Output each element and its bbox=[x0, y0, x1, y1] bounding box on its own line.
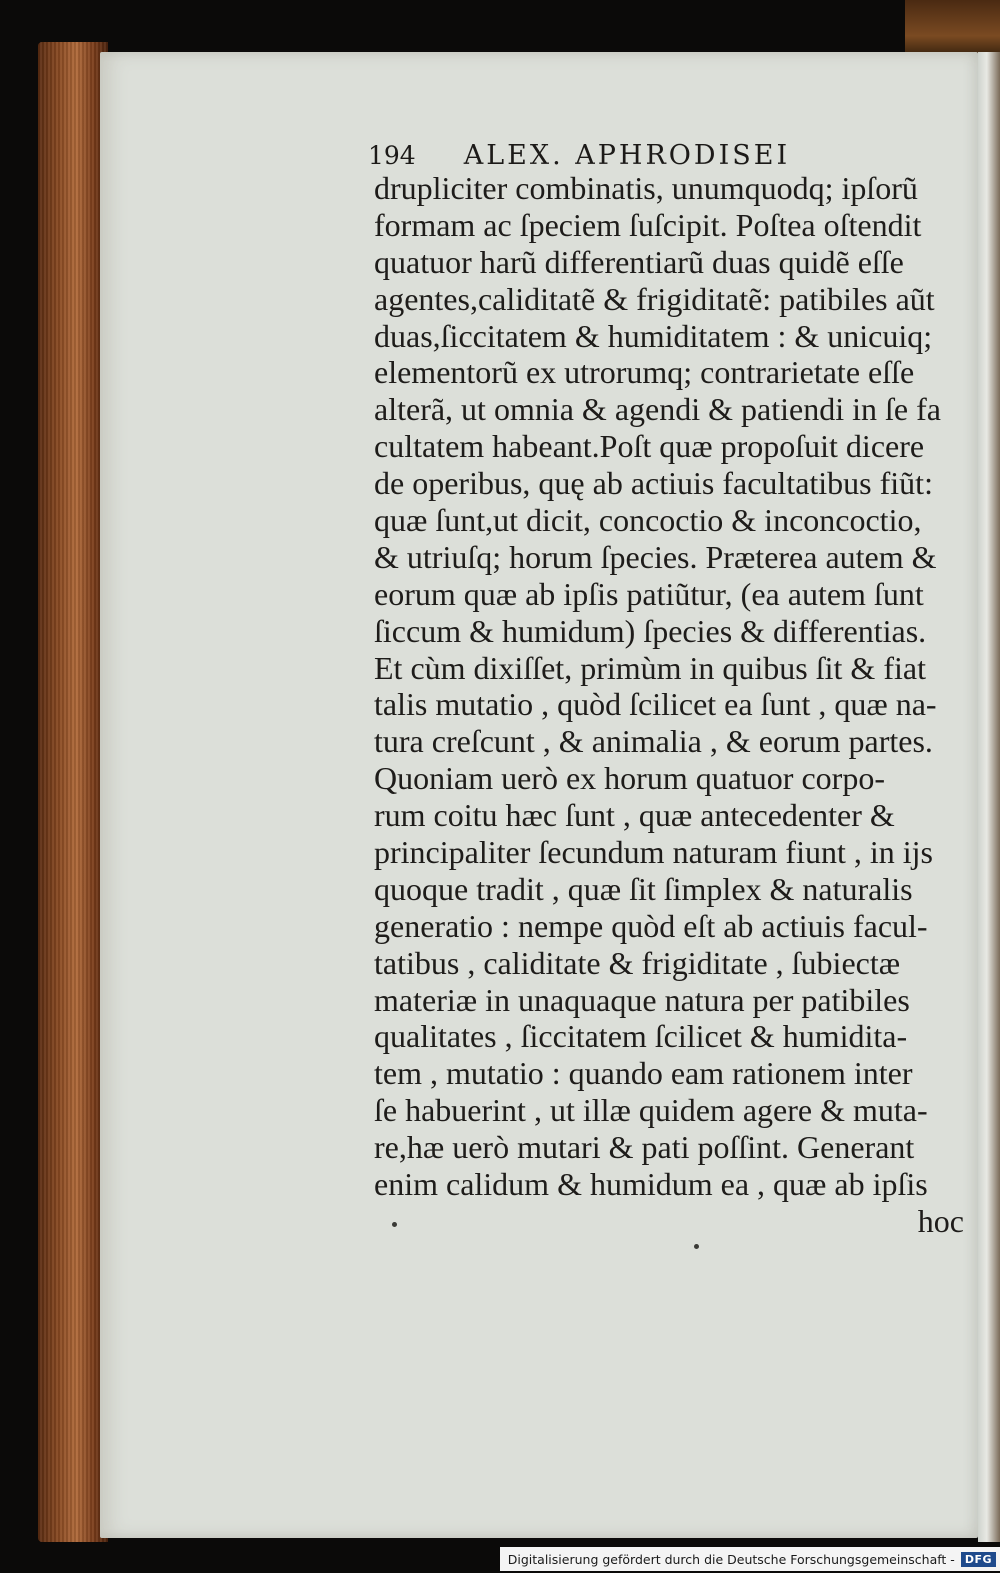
text-line: quæ ſunt,ut dicit, concoctio & inconcoctio, bbox=[374, 502, 922, 539]
catchword: hoc bbox=[917, 1202, 964, 1239]
text-line: tura creſcunt , & animalia , & eorum partes. bbox=[374, 723, 933, 760]
text-line: ſiccum & humidum) ſpecies & differentias. bbox=[374, 612, 927, 649]
ink-speck bbox=[392, 1222, 397, 1227]
text-line: qualitates , ſiccitatem ſcilicet & humidita- bbox=[374, 1018, 908, 1055]
text-line: de operibus, quę ab actiuis facultatibus fiũt: bbox=[374, 465, 933, 502]
ink-speck bbox=[694, 1244, 699, 1249]
text-line: alterã, ut omnia & agendi & patiendi in ſe fa bbox=[374, 391, 941, 428]
book-page-edges bbox=[38, 42, 108, 1542]
text-line: formam ac ſpeciem ſuſcipit. Poſtea oſtendit bbox=[374, 206, 922, 243]
text-line: enim calidum & humidum ea , quæ ab ipſis bbox=[374, 1166, 928, 1203]
text-line: agentes,caliditatẽ & frigiditatẽ: patibiles aũt bbox=[374, 280, 935, 317]
text-line: duas,ſiccitatem & humiditatem : & unicuiq; bbox=[374, 317, 933, 354]
text-line: re,hæ uerò mutari & pati poſſint. Generant bbox=[374, 1129, 915, 1166]
text-line: tatibus , caliditate & frigiditate , ſubiectæ bbox=[374, 944, 901, 981]
digitization-footer bbox=[500, 1547, 1000, 1571]
text-line: Quoniam uerò ex horum quatuor corpo- bbox=[374, 760, 885, 797]
text-line: rum coitu hæc ſunt , quæ antecedenter & bbox=[374, 797, 895, 834]
text-line: materiæ in unaquaque natura per patibiles bbox=[374, 981, 910, 1018]
text-line: eorum quæ ab ipſis patiũtur, (ea autem ſunt bbox=[374, 575, 924, 612]
page-right-edge bbox=[978, 52, 1000, 1542]
text-line: talis mutatio , quòd ſcilicet ea ſunt , quæ na- bbox=[374, 686, 937, 723]
text-line: tem , mutatio : quando eam rationem inter bbox=[374, 1055, 913, 1092]
text-line: principaliter ſecundum naturam fiunt , in ijs bbox=[374, 834, 933, 871]
text-line: drupliciter combinatis, unumquodq; ipſorũ bbox=[374, 170, 918, 206]
text-line: ſe habuerint , ut illæ quidem agere & muta- bbox=[374, 1092, 928, 1129]
text-line: quoque tradit , quæ ſit ſimplex & naturalis bbox=[374, 870, 913, 907]
book-cover-corner bbox=[905, 0, 1000, 60]
footer-credit: Digitalisierung gefördert durch die Deutsche Forschungsgemeinschaft - bbox=[507, 1551, 955, 1567]
text-line: generatio : nempe quòd eſt ab actiuis facul- bbox=[374, 907, 928, 944]
page-number: 194 bbox=[368, 141, 416, 170]
body-text bbox=[374, 170, 974, 1240]
text-line: cultatem habeant.Poſt quæ propoſuit dicere bbox=[374, 428, 925, 465]
text-line: quatuor harũ differentiarũ duas quidẽ eſſe bbox=[374, 243, 904, 280]
text-line: Et cùm dixiſſet, primùm in quibus ſit & fiat bbox=[374, 649, 926, 686]
running-head: ALEX. APHRODISEI bbox=[463, 140, 791, 171]
text-line: & utriuſq; horum ſpecies. Præterea autem & bbox=[374, 538, 937, 575]
page-header bbox=[368, 140, 928, 171]
dfg-logo: DFG bbox=[961, 1552, 996, 1567]
text-line: elementorũ ex utrorumq; contrarietate eſſe bbox=[374, 354, 915, 391]
